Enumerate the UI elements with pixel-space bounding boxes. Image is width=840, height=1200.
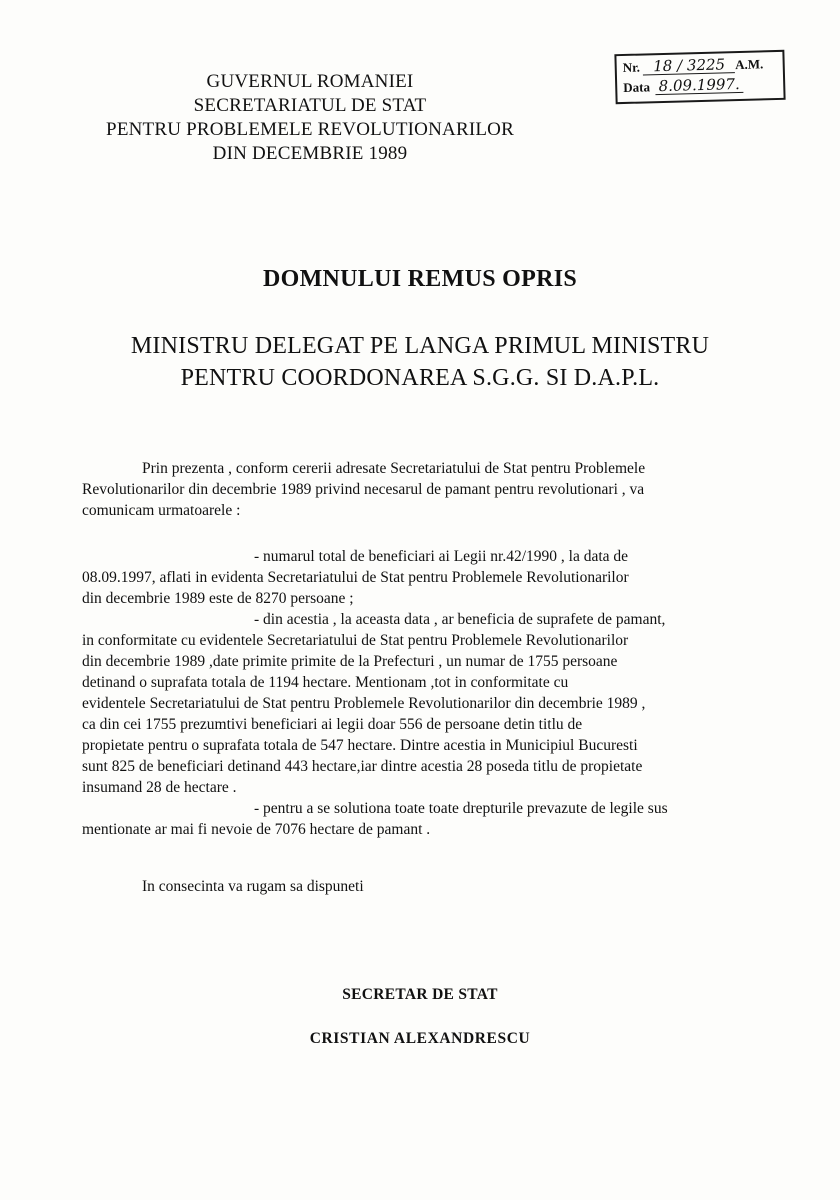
stamp-date-value: 8.09.1997. (655, 76, 743, 95)
paragraph-line: detinand o suprafata totala de 1194 hectare. Mentionam ,tot in conformitate cu (82, 674, 569, 691)
stamp-nr-value: 18 / 3225 (643, 56, 735, 75)
closing-paragraph (82, 876, 762, 897)
stamp-nr-label: Nr. (622, 59, 641, 76)
header-line: SECRETARIATUL DE STAT (193, 95, 427, 116)
paragraph-line: Revolutionarilor din decembrie 1989 privind necesarul de pamant pentru revolutionari , va (82, 481, 645, 498)
bullet-item-land-surfaces (82, 609, 762, 798)
bullet-list (82, 546, 762, 840)
stamp-am-label: A.M. (734, 56, 764, 73)
paragraph-line: din decembrie 1989 ,date primite primite de la Prefecturi , un numar de 1755 persoane (82, 653, 618, 670)
paragraph-line: - din acestia , la aceasta data , ar beneficia de suprafete de pamant, (254, 611, 666, 628)
registration-stamp (614, 50, 785, 104)
header-line: DIN DECEMBRIE 1989 (212, 143, 408, 164)
addressee-name: DOMNULUI REMUS OPRIS (262, 266, 577, 292)
paragraph-line: propietate pentru o suprafata totala de 547 hectare. Dintre acestia in Municipiul Bucuresti (82, 737, 638, 754)
paragraph-line: in conformitate cu evidentele Secretariatului de Stat pentru Problemele Revolutionarilor (82, 632, 629, 649)
paragraph-line: insumand 28 de hectare . (82, 779, 237, 796)
paragraph-line: comunicam urmatoarele : (82, 502, 241, 519)
paragraph-line: - pentru a se solutiona toate toate drepturile prevazute de legile sus (254, 800, 668, 817)
paragraph-line: sunt 825 de beneficiari detinand 443 hectare,iar dintre acestia 28 poseda titlu de propietate (82, 758, 643, 775)
header-line: PENTRU PROBLEMELE REVOLUTIONARILOR (106, 119, 514, 140)
addressee-title-line: MINISTRU DELEGAT PE LANGA PRIMUL MINISTRU (130, 333, 710, 359)
bullet-item-beneficiaries (82, 546, 762, 609)
issuer-header (70, 70, 550, 166)
addressee-title (0, 330, 840, 394)
intro-paragraph (82, 458, 762, 521)
bullet-item-land-needed (82, 798, 762, 840)
paragraph-line: - numarul total de beneficiari ai Legii nr.42/1990 , la data de (254, 548, 629, 565)
stamp-date-row (623, 75, 743, 98)
paragraph-line: evidentele Secretariatului de Stat pentru Problemele Revolutionarilor din decembrie 1989 , (82, 695, 646, 712)
paragraph-line: Prin prezenta , conform cererii adresate Secretariatului de Stat pentru Problemele (142, 460, 646, 477)
paragraph-line: ca din cei 1755 prezumtivi beneficiari ai legii doar 556 de persoane detin titlu de (82, 716, 583, 733)
paragraph-line: mentionate ar mai fi nevoie de 7076 hectare de pamant . (82, 821, 431, 838)
paragraph-line: 08.09.1997, aflati in evidenta Secretariatului de Stat pentru Problemele Revolutionarilor (82, 569, 629, 586)
header-line: GUVERNUL ROMANIEI (206, 71, 414, 92)
addressee-title-line: PENTRU COORDONAREA S.G.G. SI D.A.P.L. (180, 365, 660, 391)
paragraph-line: din decembrie 1989 este de 8270 persoane ; (82, 590, 354, 607)
signatory-name: CRISTIAN ALEXANDRESCU (309, 1030, 531, 1047)
stamp-data-label: Data (623, 79, 651, 96)
paragraph-line: In consecinta va rugam sa dispuneti (142, 878, 364, 895)
signatory-title: SECRETAR DE STAT (342, 986, 498, 1003)
